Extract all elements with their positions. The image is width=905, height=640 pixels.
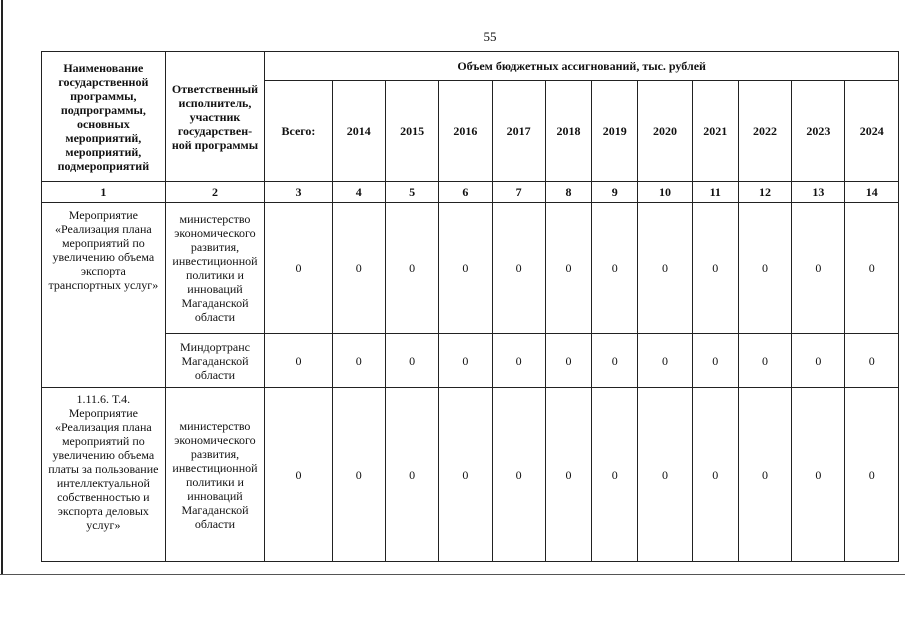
table-row [42,388,899,562]
value-cell: 0 [592,203,638,334]
value-cell: 0 [439,388,492,562]
value-cell: 0 [492,334,545,388]
header-year: 2020 [638,81,692,182]
value-cell: 0 [738,203,791,334]
executor-name: Миндортранс Магаданской области [165,334,265,388]
header-year: 2018 [545,81,591,182]
value-cell: 0 [592,334,638,388]
value-cell: 0 [738,334,791,388]
value-cell: 0 [439,334,492,388]
value-cell: 0 [545,203,591,334]
value-cell: 0 [439,203,492,334]
table-row [42,334,899,388]
column-number-row [42,182,899,203]
bottom-margin-rule [0,574,905,575]
header-year: 2015 [385,81,438,182]
activity-name: Мероприятие «Реализация плана мероприятий по увеличению объема экспорта транспортных услуг» [42,203,166,388]
header-budget-group: Объем бюджетных ассигнований, тыс. рублей [265,52,899,81]
value-cell: 0 [638,388,692,562]
header-year: 2023 [792,81,845,182]
header-row-1 [42,52,899,81]
column-number: 5 [385,182,438,203]
activity-name: 1.11.6. Т.4. Мероприятие «Реализация плана мероприятий по увеличению объема платы за пользование интеллектуальной собственностью и экспорта деловых услуг» [42,388,166,562]
column-number: 6 [439,182,492,203]
column-number: 14 [845,182,899,203]
left-margin-rule [1,0,3,575]
value-cell: 0 [845,203,899,334]
value-total: 0 [265,334,332,388]
page-number: 55 [483,29,497,44]
value-cell: 0 [792,334,845,388]
value-cell: 0 [692,203,738,334]
value-cell: 0 [692,334,738,388]
value-cell: 0 [492,203,545,334]
header-total: Всего: [265,81,332,182]
column-number: 10 [638,182,692,203]
column-number: 7 [492,182,545,203]
header-year: 2014 [332,81,385,182]
value-cell: 0 [385,334,438,388]
budget-table [41,51,899,562]
column-number: 1 [42,182,166,203]
column-number: 13 [792,182,845,203]
column-number: 9 [592,182,638,203]
value-cell: 0 [692,388,738,562]
column-number: 8 [545,182,591,203]
value-cell: 0 [845,334,899,388]
value-cell: 0 [332,203,385,334]
value-cell: 0 [792,388,845,562]
header-executor: Ответственный исполнитель, участник государствен- ной программы [165,52,265,182]
column-number: 11 [692,182,738,203]
value-cell: 0 [545,334,591,388]
value-cell: 0 [638,203,692,334]
value-total: 0 [265,203,332,334]
header-name: Наименование государственной программы, подпрограммы, основных мероприятий, мероприятий, подмероприятий [42,52,166,182]
header-year: 2021 [692,81,738,182]
value-cell: 0 [332,334,385,388]
value-cell: 0 [492,388,545,562]
column-number: 4 [332,182,385,203]
executor-name: министерство экономического развития, инвестиционной политики и инноваций Магаданской области [165,388,265,562]
executor-name: министерство экономического развития, инвестиционной политики и инноваций Магаданской области [165,203,265,334]
value-cell: 0 [332,388,385,562]
column-number: 12 [738,182,791,203]
value-cell: 0 [845,388,899,562]
value-cell: 0 [385,203,438,334]
column-number: 3 [265,182,332,203]
header-year: 2019 [592,81,638,182]
header-year: 2024 [845,81,899,182]
header-year: 2022 [738,81,791,182]
value-cell: 0 [592,388,638,562]
value-cell: 0 [545,388,591,562]
value-cell: 0 [638,334,692,388]
value-cell: 0 [385,388,438,562]
column-number: 2 [165,182,265,203]
table-row [42,203,899,334]
header-year: 2017 [492,81,545,182]
value-cell: 0 [792,203,845,334]
value-total: 0 [265,388,332,562]
header-year: 2016 [439,81,492,182]
value-cell: 0 [738,388,791,562]
